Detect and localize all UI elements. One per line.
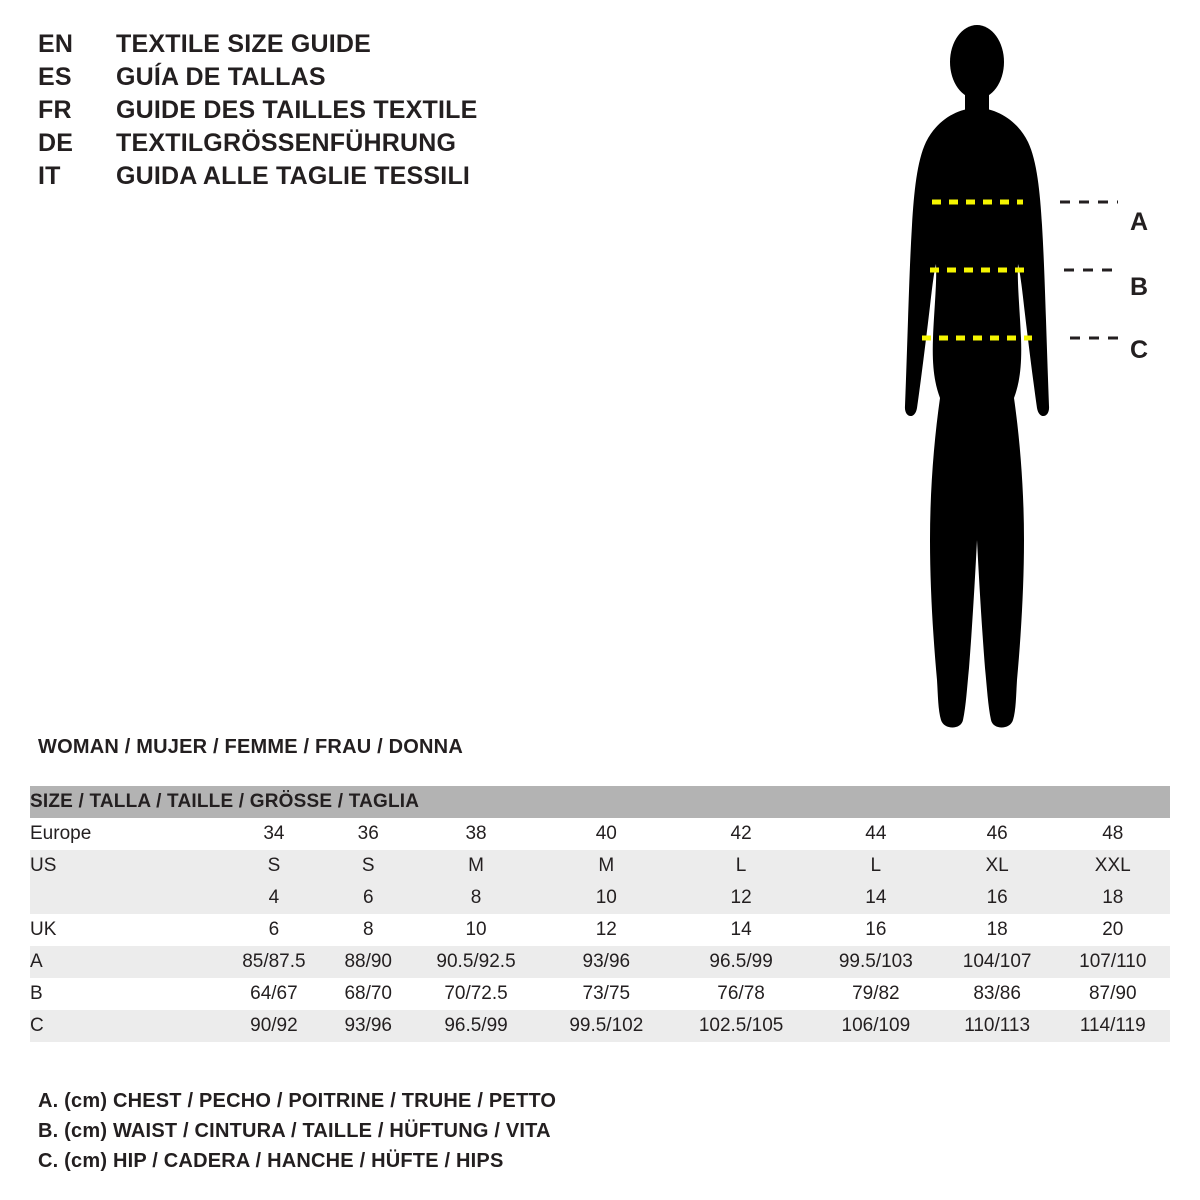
cell: 96.5/99	[444, 1015, 508, 1036]
language-title-list	[38, 30, 558, 195]
cell: S	[361, 855, 375, 876]
cell: 14	[730, 919, 752, 940]
cell: 68/70	[344, 983, 392, 1004]
cell: 44	[865, 823, 887, 844]
language-row-fr	[38, 96, 558, 129]
cell: 14	[865, 887, 887, 908]
language-title: GUÍA DE TALLAS	[116, 63, 326, 91]
cell: L	[735, 855, 747, 876]
table-header-row	[30, 786, 1170, 818]
table-row	[30, 882, 1170, 914]
cell: 42	[730, 823, 752, 844]
language-title: TEXTILE SIZE GUIDE	[116, 30, 372, 58]
footnote-chest: A. (cm) CHEST / PECHO / POITRINE / TRUHE / PETTO	[38, 1090, 557, 1112]
cell: 20	[1102, 919, 1124, 940]
cell: 46	[986, 823, 1008, 844]
cell: 10	[465, 919, 487, 940]
cell: XL	[985, 855, 1009, 876]
language-row-en	[38, 30, 558, 63]
measure-label-a: A	[1130, 208, 1149, 236]
cell: 93/96	[582, 951, 631, 972]
row-label: C	[30, 1015, 44, 1036]
cell: 102.5/105	[698, 1015, 784, 1036]
cell: M	[598, 855, 615, 876]
footnote-waist: B. (cm) WAIST / CINTURA / TAILLE / HÜFTUNG / VITA	[38, 1120, 551, 1142]
cell: 93/96	[344, 1015, 392, 1036]
row-label: A	[30, 951, 43, 972]
table-row	[30, 818, 1170, 850]
cell: 18	[1102, 887, 1124, 908]
cell: 99.5/103	[838, 951, 913, 972]
cell: 83/86	[973, 983, 1021, 1004]
size-table	[30, 786, 1170, 1042]
cell: 99.5/102	[569, 1015, 644, 1036]
row-label: US	[30, 855, 57, 876]
language-code: FR	[38, 96, 72, 124]
cell: 40	[595, 823, 617, 844]
footnote-hip: C. (cm) HIP / CADERA / HANCHE / HÜFTE / HIPS	[38, 1150, 504, 1172]
cell: 12	[730, 887, 752, 908]
language-code: EN	[38, 30, 74, 58]
cell: 110/113	[964, 1015, 1031, 1036]
cell: 6	[362, 887, 374, 908]
table-row	[30, 1010, 1170, 1042]
row-label: B	[30, 983, 43, 1004]
table-row	[30, 914, 1170, 946]
cell: 90/92	[250, 1015, 298, 1036]
table-row	[30, 850, 1170, 882]
language-code: DE	[38, 129, 74, 157]
cell: S	[267, 855, 281, 876]
cell: 107/110	[1079, 951, 1147, 972]
cell: 90.5/92.5	[436, 951, 516, 972]
row-label	[30, 882, 220, 914]
cell: 4	[268, 887, 280, 908]
cell: 79/82	[852, 983, 900, 1004]
cell: 85/87.5	[242, 951, 306, 972]
row-label: Europe	[30, 823, 92, 844]
language-row-de	[38, 129, 558, 162]
language-title: GUIDA ALLE TAGLIE TESSILI	[116, 162, 471, 190]
cell: 73/75	[582, 983, 631, 1004]
language-code: IT	[38, 162, 61, 190]
measure-label-b: B	[1130, 273, 1149, 301]
cell: 104/107	[962, 951, 1032, 972]
cell: M	[468, 855, 484, 876]
cell: 70/72.5	[444, 983, 508, 1004]
cell: 34	[263, 823, 285, 844]
footnote-list	[38, 1090, 738, 1180]
cell: 12	[595, 919, 617, 940]
cell: 38	[465, 823, 487, 844]
cell: 48	[1102, 823, 1124, 844]
female-silhouette-icon	[860, 20, 1190, 740]
table-header-label: SIZE / TALLA / TAILLE / GRÖSSE / TAGLIA	[30, 791, 420, 812]
cell: 96.5/99	[709, 951, 773, 972]
cell: 64/67	[250, 983, 298, 1004]
cell: L	[870, 855, 882, 876]
cell: 8	[470, 887, 482, 908]
cell: 10	[595, 887, 617, 908]
language-title: GUIDE DES TAILLES TEXTILE	[116, 96, 478, 124]
cell: 88/90	[344, 951, 392, 972]
cell: 114/119	[1079, 1015, 1146, 1036]
measurement-figure	[860, 20, 1190, 740]
cell: 6	[268, 919, 280, 940]
cell: XXL	[1094, 855, 1131, 876]
language-code: ES	[38, 63, 72, 91]
cell: 36	[357, 823, 379, 844]
language-row-it	[38, 162, 558, 195]
language-row-es	[38, 63, 558, 96]
cell: 76/78	[717, 983, 765, 1004]
language-title: TEXTILGRÖSSENFÜHRUNG	[116, 129, 457, 157]
table-row	[30, 946, 1170, 978]
row-label: UK	[30, 919, 57, 940]
table-heading: WOMAN / MUJER / FEMME / FRAU / DONNA	[38, 736, 463, 758]
cell: 16	[986, 887, 1008, 908]
cell: 18	[986, 919, 1008, 940]
cell: 87/90	[1088, 983, 1137, 1004]
cell: 8	[362, 919, 374, 940]
cell: 106/109	[841, 1015, 911, 1036]
table-row	[30, 978, 1170, 1010]
cell: 16	[865, 919, 887, 940]
measure-label-c: C	[1130, 336, 1149, 364]
